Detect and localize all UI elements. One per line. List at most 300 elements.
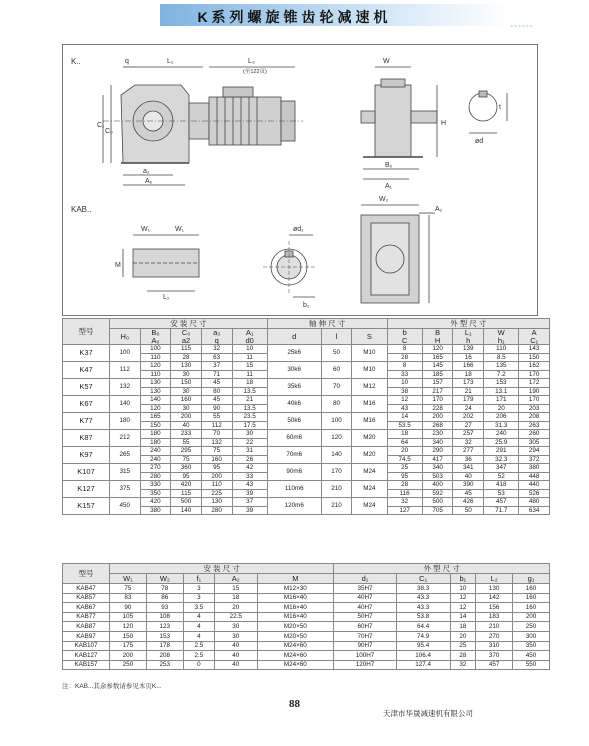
table-row [63,481,550,490]
cell-shaft-d: 70m6 [267,447,321,464]
cell-install: 63 [201,353,232,362]
table-cell: 83 [110,593,147,603]
table-cell: 40H7 [334,593,397,603]
cell-install: 110 [201,481,232,490]
cell-install: 13.5 [232,404,267,413]
cell-outline: 127 [387,506,422,515]
table-cell: 142 [476,593,513,603]
col-header: C₁ [396,574,450,584]
cell-shaft-l: 120 [321,430,352,447]
cell-outline: 13.1 [484,387,519,396]
col-header: A₁ d0 [232,329,267,345]
cell-outline: 390 [453,481,484,490]
kab-shaft-section [263,235,315,297]
col-header: W₂ [146,574,183,584]
table-row [63,430,550,439]
table-row [63,498,550,507]
cell-shaft-d: 50k6 [267,413,321,430]
cell-outline: 20 [387,447,422,456]
table-cell: 74.9 [396,631,450,641]
cell-outline: 340 [422,464,453,473]
cell-outline: 418 [484,481,519,490]
cell-outline: 230 [422,430,453,439]
cell-shaft-l: 140 [321,447,352,464]
kab-side-view [123,235,199,291]
table-row [63,584,550,594]
cell-install: 150 [140,421,171,430]
table-cell: 95.4 [396,641,450,651]
table-cell: 200 [110,651,147,661]
cell-outline: 14 [387,413,422,422]
cell-outline: 50 [453,506,484,515]
table-cell: 12 [450,593,476,603]
table-cell: 253 [146,660,183,670]
cell-outline: 347 [484,464,519,473]
model-cell: K107 [63,464,110,481]
table-cell: M20×50 [257,631,334,641]
k-side-view [103,67,303,185]
cell-shaft-s: M24 [352,481,387,498]
dim-w: W [383,58,390,65]
cell-install: 380 [140,506,171,515]
cell-shaft-d: 35k6 [267,379,321,396]
cell-install: 40 [171,421,202,430]
cell-install: 45 [201,396,232,405]
cell-install: 90 [201,404,232,413]
cell-install: 17.5 [232,421,267,430]
table-cell: 4 [183,622,214,632]
cell-outline: 45 [453,489,484,498]
col-header: L₂ [476,574,513,584]
cell-h0: 212 [110,430,141,447]
cell-install: 240 [140,455,171,464]
col-group-shaft: 轴 伸 尺 寸 [267,319,387,329]
col-header: b C [387,329,422,345]
cell-outline: 170 [422,396,453,405]
cell-install: 115 [171,345,202,354]
table-cell: M24×60 [257,651,334,661]
cell-shaft-d: 110m6 [267,481,321,498]
cell-outline: 705 [422,506,453,515]
cell-outline: 208 [519,413,550,422]
cell-install: 22 [232,438,267,447]
cell-install: 39 [232,489,267,498]
cell-outline: 440 [519,481,550,490]
table-cell: 310 [476,641,513,651]
col-group-outline: 外 型 尺 寸 [387,319,549,329]
cell-shaft-d: 30k6 [267,362,321,379]
table-cell: 4 [183,631,214,641]
table-cell: 40 [215,660,257,670]
cell-h0: 140 [110,396,141,413]
cell-install: 115 [171,489,202,498]
cell-outline: 7.2 [484,370,519,379]
table-cell: 3 [183,593,214,603]
cell-install: 75 [171,455,202,464]
cell-outline: 341 [453,464,484,473]
table-cell: 10 [450,584,476,594]
cell-outline: 503 [422,472,453,481]
cell-install: 180 [140,438,171,447]
cell-install: 150 [171,379,202,388]
dim-m: M [115,262,121,269]
cell-outline: 165 [422,353,453,362]
cell-outline: 40 [453,472,484,481]
cell-shaft-l: 70 [321,379,352,396]
table-cell: 120H7 [334,660,397,670]
cell-outline: 400 [422,481,453,490]
kab-series-table [62,563,550,670]
model-cell: K67 [63,396,110,413]
col-group-outline-kab: 外 型 尺 寸 [334,564,550,574]
cell-outline: 417 [422,455,453,464]
table-cell: 60H7 [334,622,397,632]
cell-outline: 53.5 [387,421,422,430]
table-cell: 25 [450,641,476,651]
cell-shaft-s: M24 [352,464,387,481]
cell-outline: 448 [519,472,550,481]
table-cell: M16×40 [257,593,334,603]
table-cell: 14 [450,612,476,622]
col-header: f₁ [183,574,214,584]
cell-outline: 95 [387,472,422,481]
kab-front-view [361,205,435,303]
table-row [63,641,550,651]
cell-outline: 24 [453,404,484,413]
cell-shaft-l: 170 [321,464,352,481]
cell-install: 45 [201,379,232,388]
k-series-table [62,318,550,515]
cell-install: 15 [232,362,267,371]
table-cell: 250 [110,660,147,670]
cell-h0: 100 [110,345,141,362]
cell-shaft-d: 25k6 [267,345,321,362]
dim-a2: a₂ [143,168,150,175]
dim-q: q [125,58,129,65]
model-cell: KAB157 [63,660,110,670]
table-row [63,660,550,670]
header-mark: ~~~~~~ [510,24,534,30]
dim-l2: L₂ [163,294,170,301]
cell-install: 233 [171,430,202,439]
dim-w1b: W₁ [175,226,184,233]
table-cell: 30 [215,631,257,641]
table-row [63,379,550,388]
cell-outline: 526 [519,489,550,498]
cell-install: 130 [140,379,171,388]
table-cell: M12×30 [257,584,334,594]
cell-outline: 8 [387,345,422,354]
table-cell: M16×40 [257,612,334,622]
cell-outline: 291 [484,447,519,456]
dim-note: (至122页) [243,69,267,75]
cell-install: 95 [201,464,232,473]
cell-shaft-l: 80 [321,396,352,413]
cell-shaft-l: 210 [321,498,352,515]
drawing-svg [63,45,537,315]
table-cell: 4 [183,612,214,622]
cell-install: 350 [140,489,171,498]
table-cell: 28 [450,651,476,661]
cell-outline: 36 [453,455,484,464]
dim-od1: ød₁ [293,226,304,233]
cell-shaft-l: 60 [321,362,352,379]
table-cell: 70H7 [334,631,397,641]
model-cell: KAB87 [63,622,110,632]
cell-install: 100 [140,345,171,354]
table-row [63,631,550,641]
cell-install: 165 [140,413,171,422]
cell-outline: 18 [387,430,422,439]
cell-outline: 277 [453,447,484,456]
cell-install: 200 [201,472,232,481]
cell-install: 180 [140,430,171,439]
cell-outline: 170 [519,396,550,405]
table-cell: 160 [513,584,550,594]
cell-install: 95 [171,472,202,481]
col-header: a₃ q [201,329,232,345]
cell-outline: 32 [453,438,484,447]
cell-outline: 25 [387,464,422,473]
cell-outline: 202 [453,413,484,422]
cell-shaft-s: M20 [352,430,387,447]
cell-install: 120 [140,362,171,371]
table-cell: 3.5 [183,603,214,613]
cell-install: 33 [232,472,267,481]
cell-outline: 294 [519,447,550,456]
table-cell: 370 [476,651,513,661]
cell-install: 132 [201,438,232,447]
cell-shaft-d: 90m6 [267,464,321,481]
cell-outline: 217 [422,387,453,396]
table-cell: 30 [215,622,257,632]
dim-h: H [441,120,447,127]
cell-install: 80 [201,387,232,396]
table-cell: 12 [450,603,476,613]
cell-outline: 206 [484,413,519,422]
model-cell: K157 [63,498,110,515]
table-cell: 15 [215,584,257,594]
cell-outline: 171 [484,396,519,405]
cell-install: 30 [232,430,267,439]
cell-shaft-s: M16 [352,396,387,413]
cell-install: 295 [171,447,202,456]
model-cell: KAB77 [63,612,110,622]
view-label-k: K.. [71,57,81,66]
table-cell: 178 [146,641,183,651]
table-cell: 43.3 [396,593,450,603]
table-cell: 183 [476,612,513,622]
table-cell: 18 [215,593,257,603]
cell-install: 43 [232,481,267,490]
view-label-kab: KAB.. [71,205,92,214]
cell-outline: 52 [484,472,519,481]
cell-outline: 12 [387,396,422,405]
model-cell: KAB107 [63,641,110,651]
cell-outline: 257 [453,430,484,439]
cell-outline: 116 [387,489,422,498]
cell-install: 10 [232,345,267,354]
cell-install: 21 [232,396,267,405]
table-cell: 150 [110,631,147,641]
cell-outline: 21 [453,387,484,396]
col-header: g₁ [513,574,550,584]
cell-outline: 179 [453,396,484,405]
cell-install: 330 [140,481,171,490]
dim-a2b: A₂ [435,206,443,213]
table-row [63,345,550,354]
table-cell: 20 [450,631,476,641]
cell-outline: 380 [519,464,550,473]
table-cell: 210 [476,622,513,632]
cell-shaft-s: M16 [352,413,387,430]
cell-outline: 190 [519,387,550,396]
col-header: B H [422,329,453,345]
col-group-install: 安 装 尺 寸 [110,319,268,329]
cell-outline: 153 [484,379,519,388]
table-row [63,464,550,473]
dim-t: t [499,104,501,111]
cell-h0: 265 [110,447,141,464]
cell-outline: 260 [519,430,550,439]
table-cell: 175 [110,641,147,651]
table-cell: 105 [110,612,147,622]
shaft-section [469,91,507,133]
cell-h0: 375 [110,481,141,498]
page-number: 88 [289,698,300,710]
cell-install: 32 [201,345,232,354]
cell-install: 110 [140,353,171,362]
k-front-view [361,67,437,179]
cell-outline: 71.7 [484,506,519,515]
model-cell: KAB97 [63,631,110,641]
cell-outline: 426 [453,498,484,507]
cell-h0: 112 [110,362,141,379]
table-row [63,593,550,603]
table-cell: 2.5 [183,641,214,651]
cell-outline: 150 [519,353,550,362]
col-header: W₁ [110,574,147,584]
table-cell: 130 [476,584,513,594]
table-cell: 35H7 [334,584,397,594]
cell-install: 11 [232,353,267,362]
cell-install: 30 [171,404,202,413]
table-row [63,622,550,632]
cell-install: 71 [201,370,232,379]
table-cell: 20 [215,603,257,613]
cell-install: 30 [171,387,202,396]
cell-outline: 170 [519,370,550,379]
table-cell: 250 [513,622,550,632]
cell-install: 28 [171,353,202,362]
cell-h0: 180 [110,413,141,430]
cell-outline: 27 [453,421,484,430]
table-row [63,612,550,622]
table-cell: 2.5 [183,651,214,661]
table-row [63,396,550,405]
model-cell: KAB127 [63,651,110,661]
cell-outline: 228 [422,404,453,413]
cell-outline: 203 [519,404,550,413]
cell-outline: 43 [387,404,422,413]
table-cell: 38.3 [396,584,450,594]
cell-h0: 450 [110,498,141,515]
cell-outline: 172 [519,379,550,388]
cell-outline: 145 [422,362,453,371]
table-cell: 153 [146,631,183,641]
cell-install: 360 [171,464,202,473]
cell-install: 26 [232,455,267,464]
table-cell: 18 [450,622,476,632]
cell-outline: 32.3 [484,455,519,464]
cell-install: 140 [171,506,202,515]
cell-outline: 74.5 [387,455,422,464]
cell-install: 13.5 [232,387,267,396]
col-header: S [352,329,387,345]
table-cell: 123 [146,622,183,632]
col-header: W h₁ [484,329,519,345]
cell-install: 270 [140,464,171,473]
table-cell: 64.4 [396,622,450,632]
cell-install: 55 [171,438,202,447]
table-row [63,362,550,371]
cell-shaft-l: 100 [321,413,352,430]
col-header: H₀ [110,329,141,345]
cell-shaft-d: 120m6 [267,498,321,515]
cell-outline: 185 [422,370,453,379]
cell-shaft-s: M24 [352,498,387,515]
cell-install: 420 [171,481,202,490]
table-cell: 50H7 [334,612,397,622]
cell-install: 75 [201,447,232,456]
cell-outline: 200 [422,413,453,422]
col-header: M [257,574,334,584]
cell-outline: 457 [484,498,519,507]
company-name: 天津市华晟减速机有限公司 [383,709,473,718]
table-cell: 53.8 [396,612,450,622]
cell-shaft-l: 210 [321,481,352,498]
table-cell: 0 [183,660,214,670]
cell-outline: 32 [387,498,422,507]
table-cell: 550 [513,660,550,670]
cell-h0: 132 [110,379,141,396]
cell-outline: 480 [519,498,550,507]
cell-outline: 290 [422,447,453,456]
cell-outline: 38 [387,387,422,396]
dim-a1: A₁ [385,183,393,190]
table-cell: 270 [476,631,513,641]
table-cell: M24×60 [257,641,334,651]
cell-install: 18 [232,379,267,388]
table-cell: 93 [146,603,183,613]
cell-outline: 120 [422,345,453,354]
col-header: A C₁ [519,329,550,345]
cell-install: 130 [140,387,171,396]
table-cell: 78 [146,584,183,594]
dim-od: ød [475,138,484,145]
model-cell: K87 [63,430,110,447]
cell-outline: 634 [519,506,550,515]
col-header: l [321,329,352,345]
cell-install: 70 [201,430,232,439]
cell-outline: 31.3 [484,421,519,430]
table-cell: 40H7 [334,603,397,613]
cell-outline: 110 [484,345,519,354]
table-cell: 120 [110,622,147,632]
dim-l1: L₁ [167,58,174,65]
cell-outline: 268 [422,421,453,430]
col-model: 型号 [63,319,110,345]
